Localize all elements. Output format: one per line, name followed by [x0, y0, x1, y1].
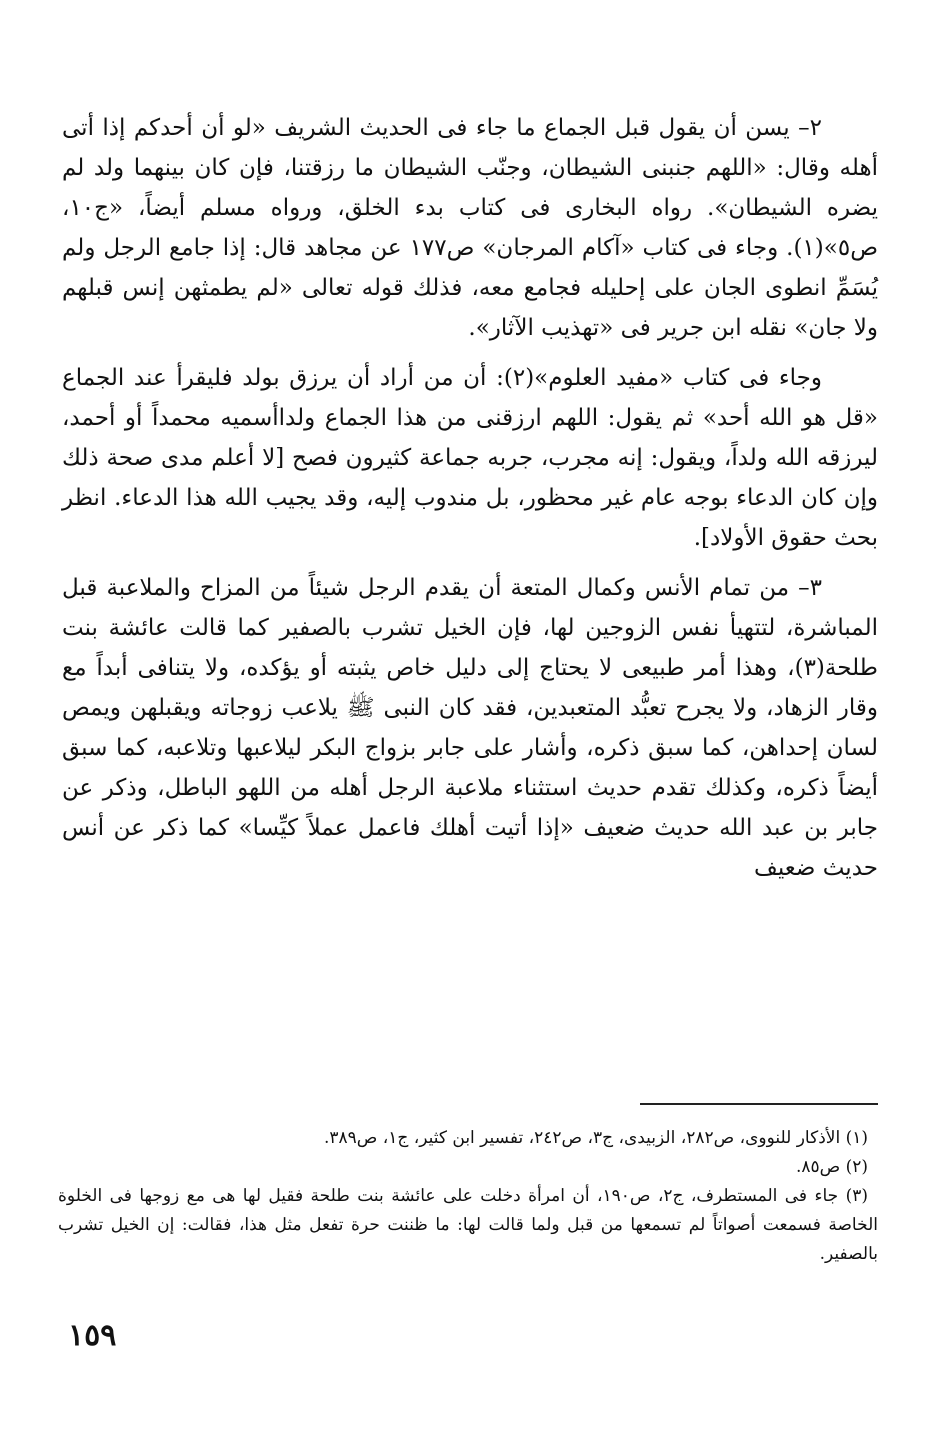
footnote-1: (١) الأذكار للنووى، ص٢٨٢، الزبيدى، ج٣، ص٢٤٢، تفسير ابن كثير، ج١، ص٣٨٩. [323, 1128, 868, 1148]
paragraph-2: وجاء فى كتاب «مفيد العلوم»(٢): أن من أراد أن يرزق بولد فليقرأ عند الجماع «قل هو الله أحد» ثم يقول: اللهم ارزقنى من هذا الجماع ولداأسميه محمداً أو أحمد، ليرزقه الله ولداً، ويقول: إنه مجرب، جربه جماعة كثيرون فصح [لا أعلم مدى صحة ذلك وإن كان الدعاء بوجه عام غير محظور، بل مندوب إليه، وقد يجيب الله هذا الدعاء. انظر بحث حقوق الأولاد]. [62, 365, 878, 551]
footnote-3: (٣) جاء فى المستطرف، ج٢، ص١٩٠، أن امرأة دخلت على عائشة بنت طلحة فقيل لها هى مع زوجها فى الخلوة الخاصة فسمعت أصواتاً لم تسمعها من قبل ولما قالت لها: ما ظننت حرة تفعل مثل هذا، فقالت: إن الخيل تشرب بالصفير. [58, 1186, 878, 1264]
paragraph-3: ٣– من تمام الأنس وكمال المتعة أن يقدم الرجل شيئاً من المزاح والملاعبة قبل المباشرة، لتتهيأ نفس الزوجين لها، فإن الخيل تشرب بالصفير كما قالت عائشة بنت طلحة(٣)، وهذا أمر طبيعى لا يحتاج إلى دليل خاص يثبته أو يؤكده، ولا يتنافى أبداً مع وقار الزهاد، ولا يجرح تعبُّد المتعبدين، فقد كان النبى ﷺ يلاعب زوجاته ويقبلهن ويمص لسان إحداهن، كما سبق ذكره، وأشار على جابر بزواج البكر ليلاعبها وتلاعبه، كما سبق أيضاً ذكره، وكذلك تقدم حديث استثناء ملاعبة الرجل أهله من اللهو الباطل، وذكر عن جابر بن عبد الله حديث ضعيف «إذا أتيت أهلك فاعمل عملاً كيِّسا» كما ذكر عن أنس حديث ضعيف [62, 575, 878, 881]
footnote-separator [640, 1103, 878, 1105]
page-number: ١٥٩ [68, 1318, 117, 1353]
main-text [62, 108, 878, 888]
paragraph-1: ٢– يسن أن يقول قبل الجماع ما جاء فى الحديث الشريف «لو أن أحدكم إذا أتى أهله وقال: «اللهم جنبنى الشيطان، وجنّب الشيطان ما رزقتنا، فإن كان بينهما ولد لم يضره الشيطان». رواه البخارى فى كتاب بدء الخلق، ورواه مسلم أيضاً، «ج١٠، ص٥»(١). وجاء فى كتاب «آكام المرجان» ص١٧٧ عن مجاهد قال: إذا جامع الرجل ولم يُسَمِّ انطوى الجان على إحليله فجامع معه، فذلك قوله تعالى «لم يطمثهن إنس قبلهم ولا جان» نقله ابن جرير فى «تهذيب الآثار». [62, 115, 878, 341]
footnote-2: (٢) ص٨٥. [795, 1157, 868, 1177]
footnotes [58, 1124, 878, 1269]
